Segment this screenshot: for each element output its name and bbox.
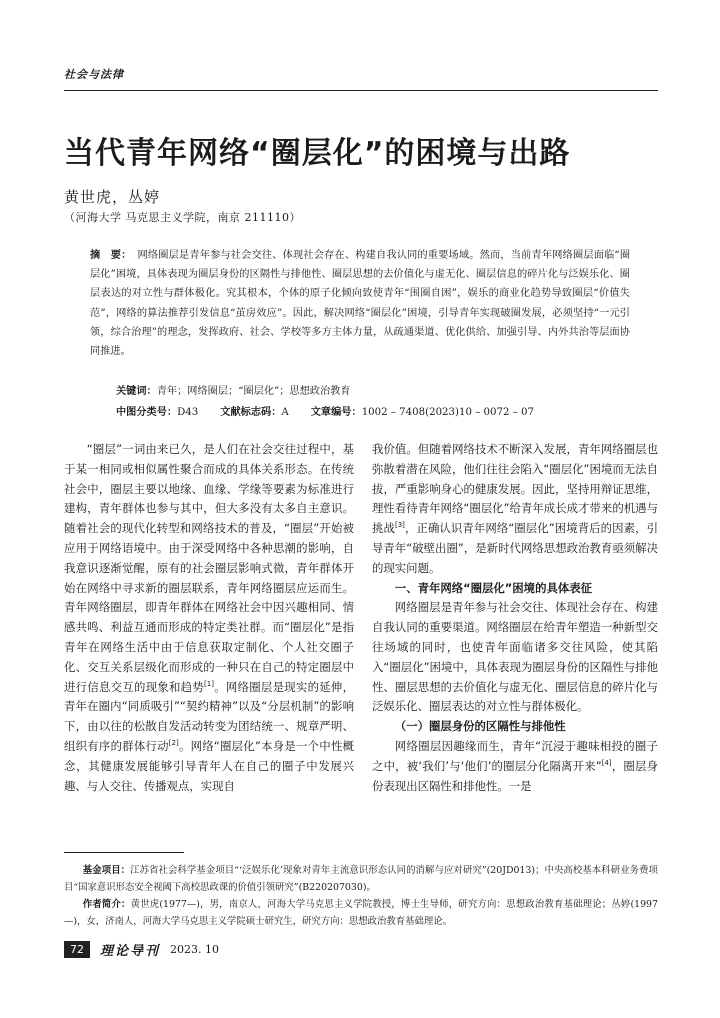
body-paragraph: “圈层”一词由来已久，是人们在社会交往过程中，基于某一相同或相似属性聚合而成的具体关系形态。在传统社会中，圈层主要以地缘、血缘、学缘等要素为标准进行建构，青年群体也参与其中，但大多没有太多自主意识。随着社会的现代化转型和网络技术的普及，“圈层”开始被应用于网络语境中。由于深受网络中各种思潮的影响，自我意识逐渐觉醒，原有的社会圈层影响式微，青年群体开始在网络中寻求新的圈层联系，青年网络圈层应运而生。青年网络圈层，即青年群体在网络社会中因兴趣相同、情感共鸣、利益互通而形成的特定类社群。而“圈层化”是指青年在网络生活中由于信息获取定制化、个人社交圈子化、交互关系层级化而形成的一种只在自己的特定圈层中进行信息交互的现象和趋势[1]。网络圈层是现实的延伸，青年在圈内“同质吸引”“契约精神”以及“分层机制”的影响下，由以往的松散自发活动转变为团结统一、规章严明、组织有序的群体行动[2]。网络“圈层化”本身是一个中性概念，其健康发展能够引导青年人在自己的圈子中发展兴趣、与人交往、传播观点，实现自 [64,442,354,793]
clc-label: 中图分类号： [116,406,178,418]
footnotes [64,862,658,930]
classification-line [116,403,534,418]
subsection-heading: （一）圈层身份的区隔性与排他性 [394,719,566,734]
page-footer [64,940,219,959]
keywords [116,382,351,397]
footnote-rule [64,852,184,853]
issue-number: 2023. 10 [170,943,219,956]
fund-note: 基金项目：江苏省社会科学基金项目“‘泛娱乐化’现象对青年主流意识形态认同的消解与应对研究”(20JD013)；中央高校基本科研业务费项目“国家意识形态安全视阈下高校思政课的价值引领研究”(B220207030)。 [64,865,658,893]
section-heading: 一、青年网络“圈层化”困境的具体表征 [394,580,593,595]
left-column [64,440,354,796]
keywords-label: 关键词： [116,385,157,397]
abstract-label: 摘 要： [90,249,132,261]
article-number-value: 1002 – 7408(2023)10 – 0072 – 07 [361,407,534,418]
clc-value: D43 [177,407,199,418]
authors: 黄世虎，丛婷 [64,188,161,206]
body-paragraph: 我价值。但随着网络技术不断深入发展，青年网络圈层也弥散着潜在风险，他们往往会陷入“圈层化”困境而无法自拔，严重影响身心的健康发展。因此，坚持用辩证思维，理性看待青年网络“圈层化”给青年成长成才带来的机遇与挑战[3]，正确认识青年网络“圈层化”困境背后的因素，引导青年“破壁出圈”，是新时代网络思想政治教育亟须解决的现实问题。 [372,442,658,575]
article-number-label: 文章编号： [310,406,362,418]
right-column [372,440,658,796]
keywords-text: 青年；网络圈层；“圈层化”；思想政治教育 [156,386,351,397]
body-paragraph: 网络圈层因趣缘而生，青年“沉浸于趣味相投的圈子之中，被‘我们’与‘他们’的圈层分化隔离开来”[4]，圈层身份表现出区隔性和排他性。一是 [372,738,658,793]
citation: [2] [168,739,179,748]
author-note: 作者简介：黄世虎(1977—)，男，南京人，河海大学马克思主义学院教授，博士生导师，研究方向：思想政治教育基础理论；丛婷(1997—)，女，济南人，河海大学马克思主义学院硕士研究生，研究方向：思想政治教育基础理论。 [64,899,658,927]
article-title: 当代青年网络“圈层化”的困境与出路 [64,136,571,171]
citation: [1] [204,679,214,688]
journal-name: 理论导刊 [100,944,161,959]
abstract-text: 网络圈层是青年参与社会交往、体现社会存在、构建自我认同的重要场域。然而，当前青年网络圈层面临“圈层化”困境，具体表现为圈层身份的区隔性与排他性、圈层思想的去价值化与虚无化、圈层信息的碎片化与泛娱乐化、圈层表达的对立性与群体极化。究其根本，个体的原子化倾向致使青年“围圈自困”，娱乐的商业化趋势导致圈层“价值失范”，网络的算法推荐引发信息“茧房效应”。因此，解决网络“圈层化”困境，引导青年实现破圈发展，必须坚持“一元引领，综合治理”的理念，发挥政府、社会、学校等多方主体力量，从疏通渠道、优化供给、加强引导、内外共治等层面协同推进。 [90,250,631,358]
header-rule [64,90,658,91]
doc-code-label: 文献标志码： [220,406,282,418]
page-number: 72 [64,941,90,958]
section-tag: 社会与法律 [64,68,124,81]
citation: [4] [601,758,612,767]
doc-code-value: A [281,407,289,418]
citation: [3] [394,521,405,530]
abstract [90,246,630,361]
body-paragraph: 网络圈层是青年参与社会交往、体现社会存在、构建自我认同的重要渠道。网络圈层在给青年塑造一种新型交往场域的同时，也使青年面临诸多交往风险，使其陷入“圈层化”困境中，具体表现为圈层身份的区隔性与排他性、圈层思想的去价值化与虚无化、圈层信息的碎片化与泛娱乐化、圈层表达的对立性与群体极化。 [372,600,658,714]
affiliation: （河海大学 马克思主义学院，南京 211110） [64,211,301,224]
